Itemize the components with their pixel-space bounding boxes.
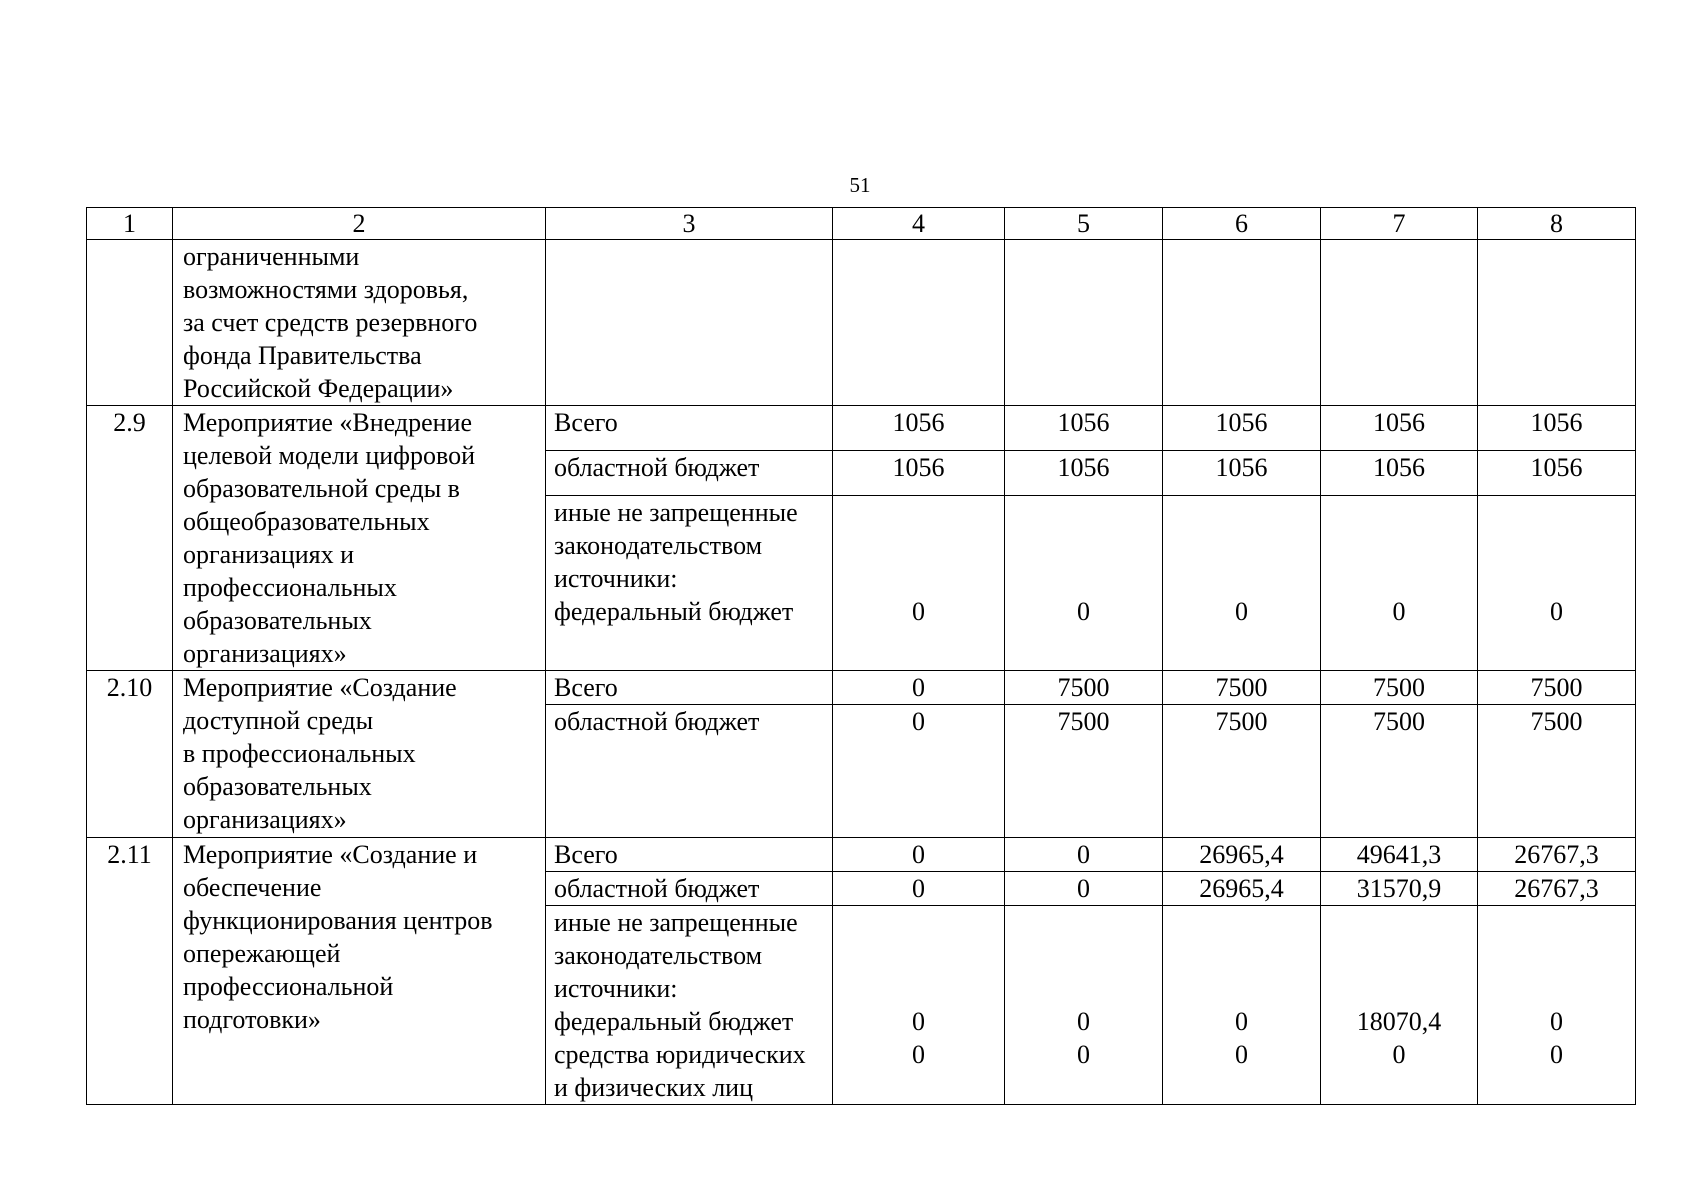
value-spacer-line — [1478, 496, 1635, 529]
value-line: 0 — [1550, 1040, 1563, 1069]
value-cell — [1478, 872, 1636, 906]
value-line: 18070,4 — [1356, 1007, 1442, 1036]
source-line: иные не запрещенные — [554, 497, 798, 527]
value-line: 0 — [1392, 1040, 1406, 1069]
value-line: 0 — [1392, 596, 1406, 626]
value-cell — [1005, 872, 1163, 906]
source-line: средства юридических — [554, 1040, 806, 1069]
value-line: 7500 — [1530, 673, 1583, 702]
value-spacer-line — [833, 939, 1004, 972]
source-cell — [546, 838, 833, 872]
name-line: функционирования центров — [183, 906, 493, 935]
value-line: 1056 — [1530, 452, 1583, 482]
value-cell — [833, 705, 1005, 838]
value-line: 0 — [912, 840, 925, 869]
name-line: доступной среды — [183, 706, 374, 735]
header-cell: 3 — [546, 208, 833, 240]
value-line: 0 — [1077, 874, 1090, 903]
header-cell: 6 — [1163, 208, 1321, 240]
value-spacer-line — [1005, 939, 1162, 972]
value-cell — [1321, 906, 1478, 1105]
value-cell — [833, 838, 1005, 872]
value-spacer-line — [1163, 529, 1320, 562]
value-spacer-line — [833, 972, 1004, 1005]
value-line: 7500 — [1057, 707, 1110, 736]
value-spacer-line — [833, 562, 1004, 595]
value-spacer-line — [1163, 939, 1320, 972]
value-spacer-line — [1321, 496, 1477, 529]
continuation-row — [87, 240, 1636, 406]
value-line: 0 — [912, 1007, 925, 1036]
value-line: 1056 — [1530, 408, 1583, 437]
name-line: Мероприятие «Создание и — [183, 840, 478, 869]
value-line: 1056 — [892, 408, 945, 437]
value-cell — [1005, 406, 1163, 451]
value-spacer-line — [1478, 529, 1635, 562]
source-line: законодательством — [554, 941, 763, 970]
source-cell — [546, 906, 833, 1105]
value-spacer-line — [833, 906, 1004, 939]
source-line: областной бюджет — [554, 452, 760, 482]
value-cell — [1163, 406, 1321, 451]
value-cell — [1321, 872, 1478, 906]
value-line: 0 — [912, 874, 925, 903]
value-line: 1056 — [1057, 452, 1110, 482]
name-line: профессиональной — [183, 972, 394, 1001]
value-cell — [833, 671, 1005, 705]
name-line: Российской Федерации» — [183, 374, 454, 403]
activity-number-cell: 2.11 — [87, 838, 173, 1105]
source-line: Всего — [554, 408, 618, 437]
name-line: профессиональных — [183, 573, 397, 602]
value-line: 7500 — [1057, 673, 1110, 702]
source-line: федеральный бюджет — [554, 596, 794, 626]
value-line: 0 — [1077, 1040, 1090, 1069]
activity-name-cell — [173, 406, 546, 671]
value-spacer-line — [1478, 972, 1635, 1005]
value-line: 49641,3 — [1356, 840, 1442, 869]
value-line: 7500 — [1215, 707, 1268, 736]
source-cell — [546, 705, 833, 838]
value-cell — [833, 240, 1005, 406]
source-cell — [546, 495, 833, 670]
value-line: 1056 — [1215, 452, 1268, 482]
value-cell — [1478, 450, 1636, 495]
value-line: 1056 — [1373, 452, 1425, 482]
value-spacer-line — [1005, 562, 1162, 595]
number-cell — [87, 240, 173, 406]
table-body — [87, 208, 1636, 1105]
source-line: и физических лиц — [554, 1073, 754, 1102]
value-cell — [1321, 838, 1478, 872]
activity-name-cell — [173, 671, 546, 838]
value-spacer-line — [1321, 972, 1477, 1005]
name-line: Мероприятие «Создание — [183, 673, 457, 702]
value-spacer-line — [1005, 529, 1162, 562]
source-line: законодательством — [554, 530, 763, 560]
name-line: возможностями здоровья, — [183, 275, 469, 304]
source-cell — [546, 240, 833, 406]
value-line: 0 — [1077, 596, 1090, 626]
value-cell — [1478, 495, 1636, 670]
value-cell — [1478, 906, 1636, 1105]
name-line: фонда Правительства — [183, 341, 422, 370]
value-cell — [1005, 671, 1163, 705]
source-cell — [546, 872, 833, 906]
value-spacer-line — [1163, 972, 1320, 1005]
activity-name-cell — [173, 838, 546, 1105]
value-cell — [1163, 240, 1321, 406]
value-line: 1056 — [1373, 408, 1425, 437]
value-cell — [833, 906, 1005, 1105]
value-spacer-line — [1163, 562, 1320, 595]
value-line: 0 — [1550, 596, 1563, 626]
value-cell — [1321, 705, 1478, 838]
value-cell — [1321, 671, 1478, 705]
value-cell — [1163, 671, 1321, 705]
name-line: ограниченными — [183, 242, 360, 271]
source-line: Всего — [554, 673, 618, 702]
value-spacer-line — [1163, 496, 1320, 529]
activity-number-cell: 2.9 — [87, 406, 173, 671]
table-row — [87, 406, 1636, 451]
value-cell — [1163, 450, 1321, 495]
source-line: областной бюджет — [554, 874, 760, 903]
value-line: 0 — [912, 596, 925, 626]
name-line: организациях» — [183, 639, 347, 668]
value-cell — [1163, 838, 1321, 872]
value-spacer-line — [1163, 906, 1320, 939]
value-cell — [1321, 240, 1478, 406]
value-cell — [1163, 495, 1321, 670]
value-cell — [1478, 406, 1636, 451]
value-cell — [1163, 906, 1321, 1105]
source-cell — [546, 671, 833, 705]
value-cell — [833, 872, 1005, 906]
header-cell: 4 — [833, 208, 1005, 240]
source-line: иные не запрещенные — [554, 908, 798, 937]
value-line: 0 — [912, 673, 925, 702]
value-line: 7500 — [1373, 707, 1425, 736]
value-cell — [833, 450, 1005, 495]
activity-name-cell — [173, 240, 546, 406]
value-cell — [1321, 495, 1478, 670]
value-spacer-line — [1321, 562, 1477, 595]
value-spacer-line — [1478, 939, 1635, 972]
value-cell — [1478, 240, 1636, 406]
funding-table — [86, 207, 1636, 1105]
activity-number-cell: 2.10 — [87, 671, 173, 838]
value-spacer-line — [833, 496, 1004, 529]
header-cell: 2 — [173, 208, 546, 240]
name-line: организациях» — [183, 805, 347, 834]
cell-spacer — [554, 738, 824, 837]
value-line: 1056 — [892, 452, 945, 482]
name-line: образовательных — [183, 772, 372, 801]
source-line: источники: — [554, 563, 678, 593]
name-line: Мероприятие «Внедрение — [183, 408, 473, 437]
value-line: 0 — [1077, 840, 1090, 869]
value-spacer-line — [833, 529, 1004, 562]
value-cell — [1163, 872, 1321, 906]
table-row — [87, 671, 1636, 705]
value-line: 1056 — [1057, 408, 1110, 437]
value-spacer-line — [1321, 906, 1477, 939]
value-cell — [1005, 495, 1163, 670]
value-cell — [1321, 406, 1478, 451]
value-line: 0 — [1235, 1040, 1248, 1069]
value-cell — [1478, 671, 1636, 705]
source-line: Всего — [554, 840, 618, 869]
value-cell — [1005, 906, 1163, 1105]
value-cell — [833, 495, 1005, 670]
value-spacer-line — [1321, 939, 1477, 972]
value-line: 0 — [912, 1040, 925, 1069]
value-cell — [1478, 838, 1636, 872]
value-line: 7500 — [1373, 673, 1425, 702]
source-line: федеральный бюджет — [554, 1007, 794, 1036]
value-spacer-line — [1321, 529, 1477, 562]
value-cell — [1005, 450, 1163, 495]
source-line: источники: — [554, 974, 678, 1003]
source-cell — [546, 450, 833, 495]
name-line: образовательных — [183, 606, 372, 635]
value-cell — [1163, 705, 1321, 838]
value-spacer-line — [1478, 906, 1635, 939]
value-cell — [1005, 705, 1163, 838]
value-line: 26965,4 — [1199, 874, 1284, 903]
page-number: 51 — [849, 173, 871, 197]
name-line: образовательной среды в — [183, 474, 460, 503]
name-line: за счет средств резервного — [183, 308, 478, 337]
header-row — [87, 208, 1636, 240]
value-cell — [1321, 450, 1478, 495]
value-line: 7500 — [1215, 673, 1268, 702]
value-spacer-line — [1005, 906, 1162, 939]
value-line: 26767,3 — [1514, 874, 1599, 903]
table-row — [87, 838, 1636, 872]
value-cell — [1005, 838, 1163, 872]
value-line: 0 — [1235, 596, 1248, 626]
value-spacer-line — [1005, 496, 1162, 529]
value-line: 7500 — [1530, 707, 1583, 736]
value-spacer-line — [1478, 562, 1635, 595]
value-line: 1056 — [1215, 408, 1268, 437]
value-line: 0 — [1235, 1007, 1248, 1036]
header-cell: 1 — [87, 208, 173, 240]
name-line: организациях и — [183, 540, 355, 569]
name-line: общеобразовательных — [183, 507, 430, 536]
header-cell: 8 — [1478, 208, 1636, 240]
source-cell — [546, 406, 833, 451]
source-line: областной бюджет — [554, 707, 760, 736]
value-line: 0 — [912, 707, 925, 736]
value-line: 31570,9 — [1356, 874, 1442, 903]
name-line: целевой модели цифровой — [183, 441, 476, 470]
value-spacer-line — [1005, 972, 1162, 1005]
name-line: подготовки» — [183, 1005, 321, 1034]
value-cell — [833, 406, 1005, 451]
name-line: в профессиональных — [183, 739, 416, 768]
header-cell: 7 — [1321, 208, 1478, 240]
value-line: 26767,3 — [1514, 840, 1599, 869]
value-cell — [1478, 705, 1636, 838]
value-line: 26965,4 — [1199, 840, 1284, 869]
value-line: 0 — [1550, 1007, 1563, 1036]
header-cell: 5 — [1005, 208, 1163, 240]
value-line: 0 — [1077, 1007, 1090, 1036]
name-line: опережающей — [183, 939, 341, 968]
name-line: обеспечение — [183, 873, 322, 902]
value-cell — [1005, 240, 1163, 406]
